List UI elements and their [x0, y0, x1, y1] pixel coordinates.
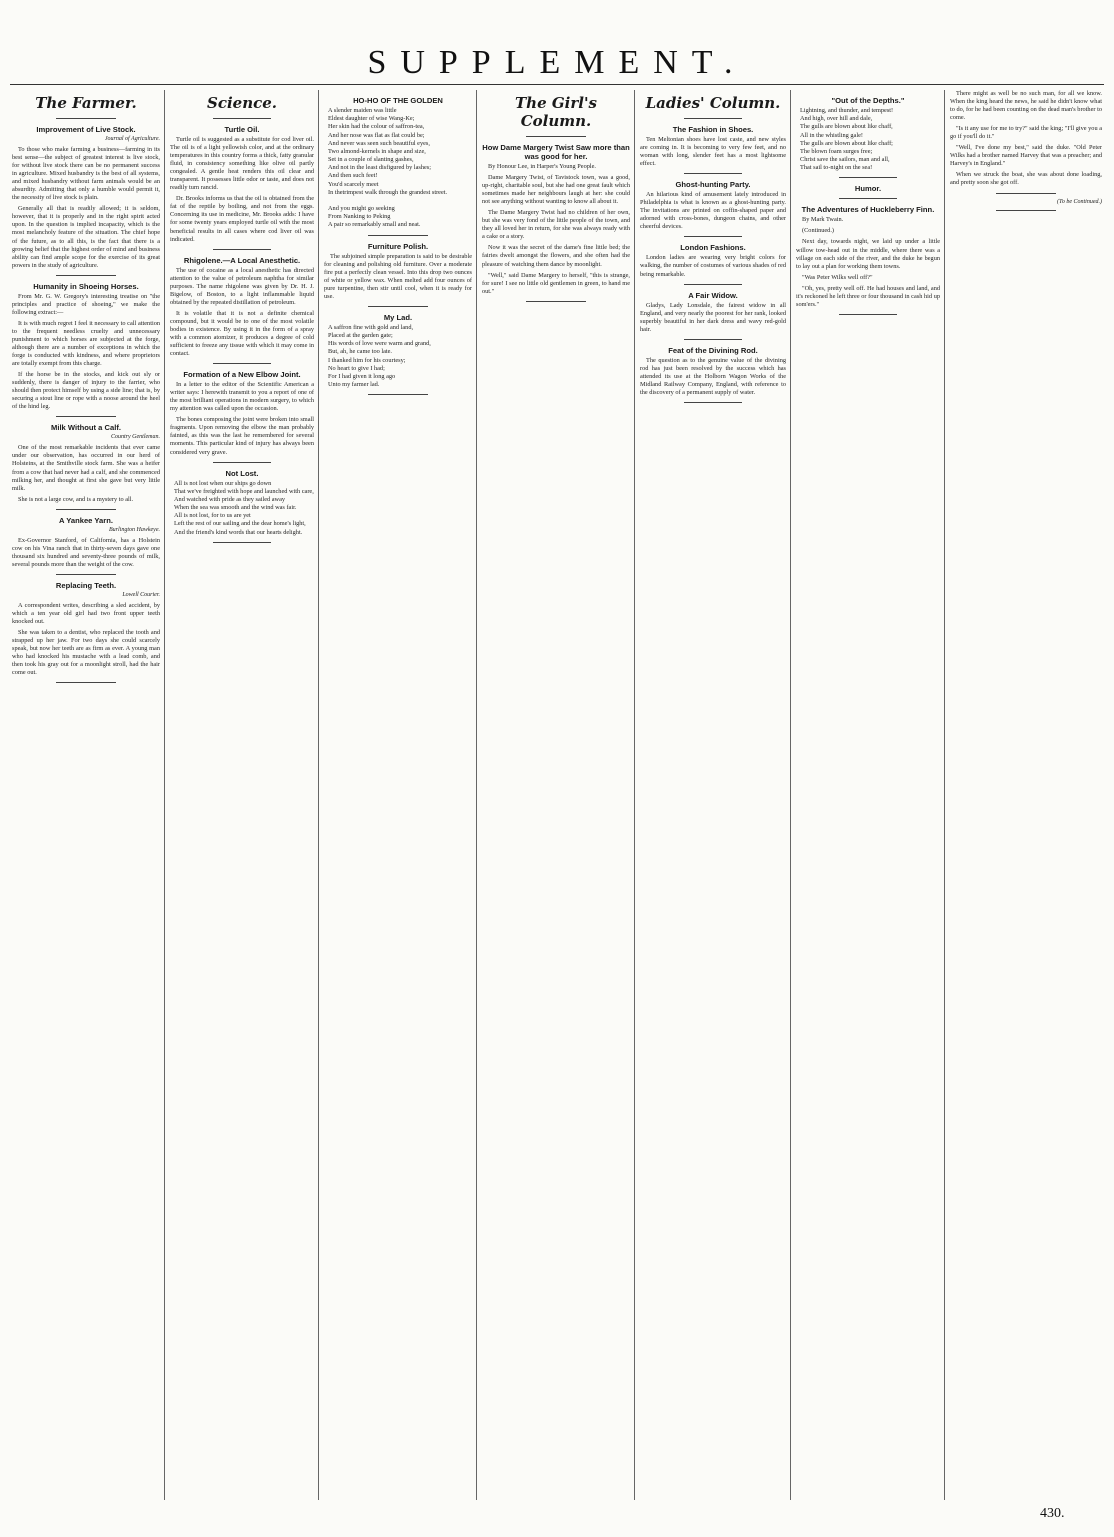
article-paragraph: It is volatile that it is not a definite chemical compound, but it would be to one of the most volatile bodies in existence. By using it in the form of a spray with a common atomizer, it produces a degree of cold sufficient to freeze any tissue with which it may come in contact. [170, 309, 314, 358]
masthead-rule [10, 84, 1104, 85]
column-1 [12, 90, 160, 1500]
masthead: SUPPLEMENT. [367, 44, 747, 81]
article-heading: Not Lost. [225, 468, 259, 478]
article-divider [684, 284, 742, 285]
article-poem: A slender maiden was little Eldest daughter of wise Wang-Ke; Her skin had the colour of saffron-tea, And her nose was flat as flat could be; And never was seen such beautiful eyes, Two almond-kernels in shape and size, Set in a couple of slanting gashes, And not in the least disfigured by lashes; And then such feet! You'd scarcely meet In thetrimpest walk through the grandest street. And you might go seeking From Nanking to Peking A pair so remarkably small and neat. [328, 107, 448, 229]
article-heading: A Yankee Yarn. [59, 515, 113, 525]
article-paragraph: In a letter to the editor of the Scientific American a writer says: I herewith transmit to you a report of one of the most brilliant operations in modern surgery, to which my attention was called upon the occasion. [170, 381, 314, 413]
article-paragraph: When we struck the boat, she was about done loading, and pretty soon she got off. [950, 171, 1102, 187]
article-heading: Humanity in Shoeing Horses. [33, 281, 139, 291]
article-paragraph: Turtle oil is suggested as a substitute for cod liver oil. The oil is of a light yellowish color, and at the ordinary temperatures in this country forms a thick, fatty granular fluid, in consistency something like olive oil partly congealed. A gentle heat renders this oil clear and transparent. It possesses little odor or taste, and does not readily turn rancid. [170, 136, 314, 192]
article-paragraph: The use of cocaine as a local anesthetic has directed attention to the value of petroleum naphtha for similar purposes. The name rhigolene was given by Dr. H. J. Bigelow, of Boston, to a light inflammable liquid obtained by the repeated distillation of petroleum. [170, 266, 314, 306]
article-divider [684, 402, 742, 403]
article-divider [213, 249, 271, 250]
article-source: Lowell Courier. [122, 591, 160, 598]
article-poem: Lightning, and thunder, and tempest! And high, over hill and dale, The gulls are blown about like chaff, All in the whistling gale! The gulls are blown about like chaff; The blown foam surges free; Christ save the sailors, man and all, That sail to-night on the sea! [800, 107, 894, 172]
section-rule [684, 118, 742, 119]
article-divider [213, 542, 271, 543]
article-paragraph: "Was Peter Wilks well off?" [802, 273, 873, 281]
article-paragraph: There might as well be no such man, for all we know. When the king heard the news, he said he didn't know what to do, for he had been counting on the dead man's brother to come. [950, 90, 1102, 122]
article-heading: Humor. [854, 184, 882, 194]
article-heading: Turtle Oil. [224, 125, 260, 134]
section-rule [56, 118, 115, 119]
article-source: Burlington Hawkeye. [109, 526, 160, 533]
article-paragraph: "Well, I've done my best," said the duke. "Old Peter Wilks had a brother named Harvey that was a preacher; and Harvey's in England." [950, 144, 1102, 168]
article-divider [839, 314, 897, 315]
section-title: Science. [206, 94, 277, 112]
section-title: The Girl's Column. [515, 94, 597, 130]
article-heading: "Out of the Depths." [831, 96, 905, 105]
article-heading: Feat of the Divining Rod. [668, 345, 758, 355]
article-paragraph: London ladies are wearing very bright colors for walking, the number of costumes of various shades of red being remarkable. [640, 254, 786, 278]
article-heading: The Fashion in Shoes. [672, 125, 754, 134]
article-divider [213, 462, 271, 463]
article-heading: A Fair Widow. [688, 290, 738, 300]
article-heading: The Adventures of Huckleberry Finn. [801, 205, 935, 215]
article-paragraph: It is with much regret I feel it necessary to call attention to the frequent needless cruelty and unnecessary punishment to which horses are subjected at the forge, although there are a number of exceptions in which the forge is conducted with kindness, and where proprietors are totally exempt from this charge. [12, 319, 160, 368]
article-poem: All is not lost when our ships go down That we've freighted with hope and launched with care, And watched with pride as they sailed away When the sea was smooth and the wind was fair. All is not lost, for to us are yet Left the rest of our sailing and the dear home's light, And the friend's kind words that our hearts delight. [174, 479, 314, 536]
article-paragraph: By Mark Twain. [802, 216, 844, 224]
article-paragraph: Ex-Governor Stanford, of California, has a Holstein cow on his Vina ranch that in thirty-seven days gave one thousand six hundred and seventy-three pounds of milk, several pounds more than the weight of the cow. [12, 536, 160, 568]
article-paragraph: She is not a large cow, and is a mystery to all. [18, 495, 134, 503]
article-heading: Rhigolene.—A Local Anesthetic. [183, 255, 301, 265]
article-paragraph: By Honour Lee, in Harper's Young People. [488, 163, 596, 170]
article-heading: Improvement of Live Stock. [36, 125, 136, 134]
article-paragraph: Generally all that is readily allowed; it is seldom, however, that it is properly and in the right spirit acted upon. In the question is implied incapacity, which is the most melancholy feature of the situation. The chief hope of the future, as to all this, is the fact that there is a growing belief that the highest order of mind and business ability can find ample scope for the exercise of its great powers in the study of agriculture. [12, 205, 160, 269]
column-rule [318, 90, 319, 1500]
article-divider [684, 339, 742, 340]
article-paragraph: The question as to the genuine value of the divining rod has just been resolved by the success which has attended its use at the Holborn Wagon Works of the Midland Railway Company, England, with reference to the discovery of a permanent supply of water. [640, 356, 786, 396]
article-paragraph: One of the most remarkable incidents that ever came under our observation, has occurred in our herd of Holsteins, at the Smithville stock farm. She was a heifer from a cow that had never had a calf, and she commenced milking her, and thought at first she gave but very little milk. [12, 444, 160, 492]
article-source: Journal of Agriculture. [104, 136, 160, 142]
article-divider [368, 235, 427, 236]
article-paragraph: An hilarious kind of amusement lately introduced in Philadelphia is what is known as a ghost-hunting party. The invitations are printed on coffin-shaped paper and adorned with cross-bones, dungeon chains, and other cheerful devices. [640, 191, 786, 231]
article-source: Country Gentleman. [111, 434, 160, 441]
article-heading: Milk Without a Calf. [51, 423, 121, 433]
article-paragraph: A correspondent writes, describing a sled accident, by which a ten year old girl had two front upper teeth knocked out. [12, 601, 160, 625]
column-rule [164, 90, 165, 1500]
article-heading: My Lad. [383, 312, 413, 322]
article-paragraph: "Is it any use for me to try?" said the king; "I'll give you a go if you'll do it." [950, 125, 1102, 141]
article-paragraph: To those who make farming a business—farming in its best sense—the subject of greatest interest is live stock, for without live stock there can be no permanent success in agriculture. Mixed husbandry is the best of all systems, and mixed husbandry without farm animals would be an absurdity. Admitting that only a humble would permit it, the necessity of live stock is plain. [12, 146, 160, 202]
article-heading: Furniture Polish. [367, 241, 429, 251]
article-divider [56, 416, 115, 417]
section-rule [526, 136, 585, 137]
article-heading: HO-HO OF THE GOLDEN [353, 96, 443, 105]
article-heading: How Dame Margery Twist Saw more than was good for her. [482, 143, 630, 161]
section-title: The Farmer. [35, 94, 137, 112]
article-divider [368, 306, 427, 307]
article-divider [526, 301, 585, 302]
article-divider [213, 363, 271, 364]
article-paragraph: Ten Meltonian shoes have lost caste, and new styles are coming in. It is becoming to very few feet, and no woman with long, slender feet has a most lightsome effect. [640, 136, 786, 168]
article-paragraph: (Continued.) [802, 227, 835, 235]
article-divider [368, 394, 427, 395]
column-rule [634, 90, 635, 1500]
article-paragraph: Dame Margery Twist, of Tavistock town, was a good, up-right, charitable soul, but she had one great fault which sometimes made her neighbours laugh at her: she could not see anything without wanting to know all about it. [482, 174, 630, 206]
article-paragraph: She was taken to a dentist, who replaced the tooth and strapped up her jaw. For two days she could scarcely speak, but now her teeth are as firm as ever. A young man who had knocked his mustache with a lead comb, and then took his gray out for a moonlight stroll, had the hair come out. [12, 629, 160, 677]
column-5 [640, 90, 786, 1500]
page-number: 430. [1040, 1506, 1065, 1521]
article-heading: Ghost-hunting Party. [675, 180, 751, 190]
article-divider [56, 574, 115, 575]
article-paragraph: The bones composing the joint were broken into small fragments. Upon removing the elbow the man probably fainted, as this was the last he remembered for several moments. This particular kind of injury has always been considered very grave. [170, 416, 314, 456]
article-paragraph: The Dame Margery Twist had no children of her own, but she was very fond of the little people of the town, and they all loved her in return, for she was always ready with a cake or a story. [482, 209, 630, 241]
article-paragraph: From Mr. G. W. Gregory's interesting treatise on "the principles and practice of shoeing," we make the following extract:— [12, 292, 160, 316]
section-title: Ladies' Column. [645, 94, 781, 112]
article-divider [684, 173, 742, 174]
column-rule [476, 90, 477, 1500]
article-divider [839, 177, 897, 178]
article-paragraph: Gladys, Lady Lonsdale, the fairest widow in all England, and very nearly the poorest for her rank, looked superbly beautiful in her dark dress and wavy red-gold hair. [640, 301, 786, 333]
column-6 [796, 90, 940, 1500]
article-source: (To be Continued.) [1057, 198, 1102, 205]
article-paragraph: Now it was the secret of the dame's fine little bed; the fairies dwelt amongst the flowers, and she often had the pleasure of watching them dance by moonlight. [482, 244, 630, 268]
section-rule [213, 118, 271, 119]
article-divider [839, 198, 897, 199]
column-2 [170, 90, 314, 1500]
article-paragraph: "Oh, yes, pretty well off. He had houses and land, and it's reckoned he left three or four thousand in cash hid up som'ers." [796, 284, 940, 308]
article-divider [684, 236, 742, 237]
article-paragraph: "Well," said Dame Margery to herself, "this is strange, for sure! I see no little old gentlemen in green, to hand me out." [482, 271, 630, 295]
article-divider [996, 193, 1057, 194]
column-7 [950, 90, 1102, 1500]
article-poem: A saffron fine with gold and land, Placed at the garden gate; His words of love were warm and grand, But, ah, he came too late. I thanked him for his courtesy; No heart to give I had; For I had given it long ago Unto my farmer lad. [328, 323, 431, 389]
column-4 [482, 90, 630, 1500]
article-heading: London Fashions. [680, 243, 746, 253]
article-paragraph: The subjoined simple preparation is said to be desirable for cleaning and polishing old furniture. Over a moderate fire put a perfectly clean vessel. Into this drop two ounces of white or yellow wax. When melted add four ounces of pure turpentine, then stir until cool, when it is ready for use. [324, 252, 472, 300]
column-rule [944, 90, 945, 1500]
article-divider [56, 275, 115, 276]
article-paragraph: Dr. Brooks informs us that the oil is obtained from the fat of the reptile by boiling, and not from the eggs. Concerning its use in medicine, Mr. Brooks adds: I have for some twenty years employed turtle oil with the most beneficial results in all cases where cod liver oil was indicated. [170, 195, 314, 243]
article-heading: Replacing Teeth. [55, 580, 117, 590]
article-paragraph: If the horse be in the stocks, and kick out sly or suddenly, there is danger of injury to the farrier, who should then protect himself by using a side line; that is, by securing a stout line or rope with a noose around the heel of the hind leg. [12, 371, 160, 411]
column-rule [790, 90, 791, 1500]
column-3 [324, 90, 472, 1500]
article-heading: Formation of a New Elbow Joint. [183, 370, 301, 380]
article-divider [56, 682, 115, 683]
article-paragraph: Next day, towards night, we laid up under a little willow tow-head out in the middle, where there was a village on each side of the river, and the duke he begun to lay out a plan for working them towns. [796, 238, 940, 270]
article-divider [56, 509, 115, 510]
article-divider [996, 210, 1057, 211]
